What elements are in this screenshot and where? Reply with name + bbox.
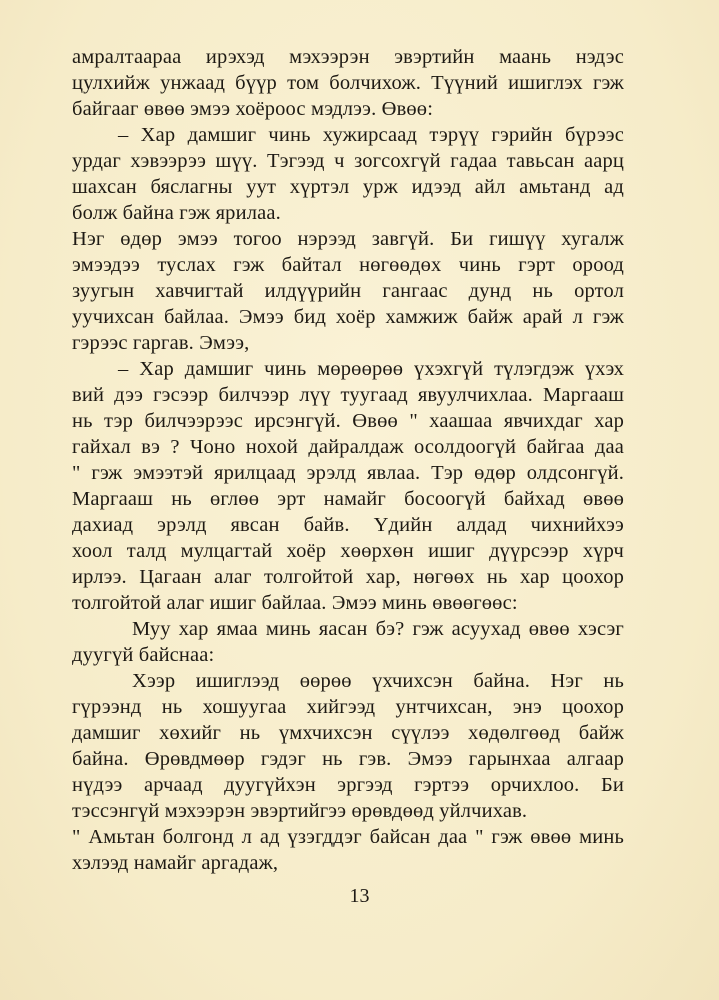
text-line: тэссэнгүй мэхээрэн эвэртийгээ өрөвдөөд уйлчихав. [72,800,528,822]
text-line: толгойтой алаг ишиг байлаа. Эмээ минь өвөөгөөс: [72,592,518,614]
text-line: – Хар дамшиг чинь хужирсаад тэрүү гэрийн бүрээс [118,124,624,146]
text-line: уучихсан байлаа. Эмээ бид хоёр хамжиж байж арай л гэж [72,306,624,328]
page-number: 13 [349,885,370,907]
text-line: " Амьтан болгонд л ад үзэгддэг байсан даа " гэж өвөө минь [72,826,624,848]
text-line: гүрээнд нь хошуугаа хийгээд унтчихсан, энэ цоохор [72,696,624,718]
text-line: нүдээ арчаад дуугүйхэн эргээд гэртээ орчихлоо. Би [72,774,624,796]
text-line: Муу хар ямаа минь яасан бэ? гэж асуухад өвөө хэсэг [132,618,624,640]
text-line: хэлээд намайг аргадаж, [72,852,279,874]
text-line: нь тэр билчээрээс ирсэнгүй. Өвөө " хаашаа явчихдаг хар [72,410,624,432]
text-line: – Хар дамшиг чинь мөрөөрөө үхэхгүй түлэгдэж үхэх [118,358,624,380]
text-line: Хээр ишиглээд өөрөө үхчихсэн байна. Нэг нь [132,670,624,692]
text-line: хоол талд мулцагтай хоёр хөөрхөн ишиг дүүрсээр хүрч [72,540,624,562]
text-line: байгааг өвөө эмээ хоёроос мэдлээ. Өвөө: [72,98,434,120]
text-line: дуугүй байснаа: [72,644,215,666]
text-line: Маргааш нь өглөө эрт намайг босоогүй байхад өвөө [72,488,624,510]
text-line: шахсан бяслагны уут хүртэл урж идээд айл амьтанд ад [72,176,624,198]
text-line: гайхал вэ ? Чоно нохой дайралдаж осолдоогүй байгаа даа [72,436,624,458]
text-line: байна. Өрөвдмөөр гэдэг нь гэв. Эмээ гарынхаа алгаар [72,748,624,770]
text-line: дахиад эрэлд явсан байв. Үдийн алдад чихнийхээ [72,514,624,536]
text-line: болж байна гэж ярилаа. [72,202,281,224]
text-line: урдаг хэвээрээ шүү. Тэгээд ч зогсохгүй гадаа тавьсан аарц [72,150,624,172]
text-line: зуугын хавчигтай илдүүрийн гангаас дунд нь ортол [72,280,624,302]
text-line: вий дээ гэсээр билчээр лүү туугаад явуулчихлаа. Маргааш [72,384,624,406]
body-text [72,44,624,876]
text-line: цулхийж унжаад бүүр том болчихож. Түүний ишиглэх гэж [72,72,624,94]
text-line: Нэг өдөр эмээ тогоо нэрээд завгүй. Би гишүү хугалж [72,228,624,250]
text-line: ирлээ. Цагаан алаг толгойтой хар, нөгөөх нь хар цоохор [72,566,624,588]
text-line: " гэж эмээтэй ярилцаад эрэлд явлаа. Тэр өдөр олдсонгүй. [72,462,624,484]
text-line: дамшиг хөхийг нь үмхчихсэн сүүлээ хөдөлгөөд байж [72,722,624,744]
text-line: эмээдээ туслах гэж байтал нөгөөдөх чинь гэрт ороод [72,254,624,276]
text-line: гэрээс гаргав. Эмээ, [72,332,250,354]
text-line: амралтаараа ирэхэд мэхээрэн эвэртийн маань нэдэс [72,46,624,68]
